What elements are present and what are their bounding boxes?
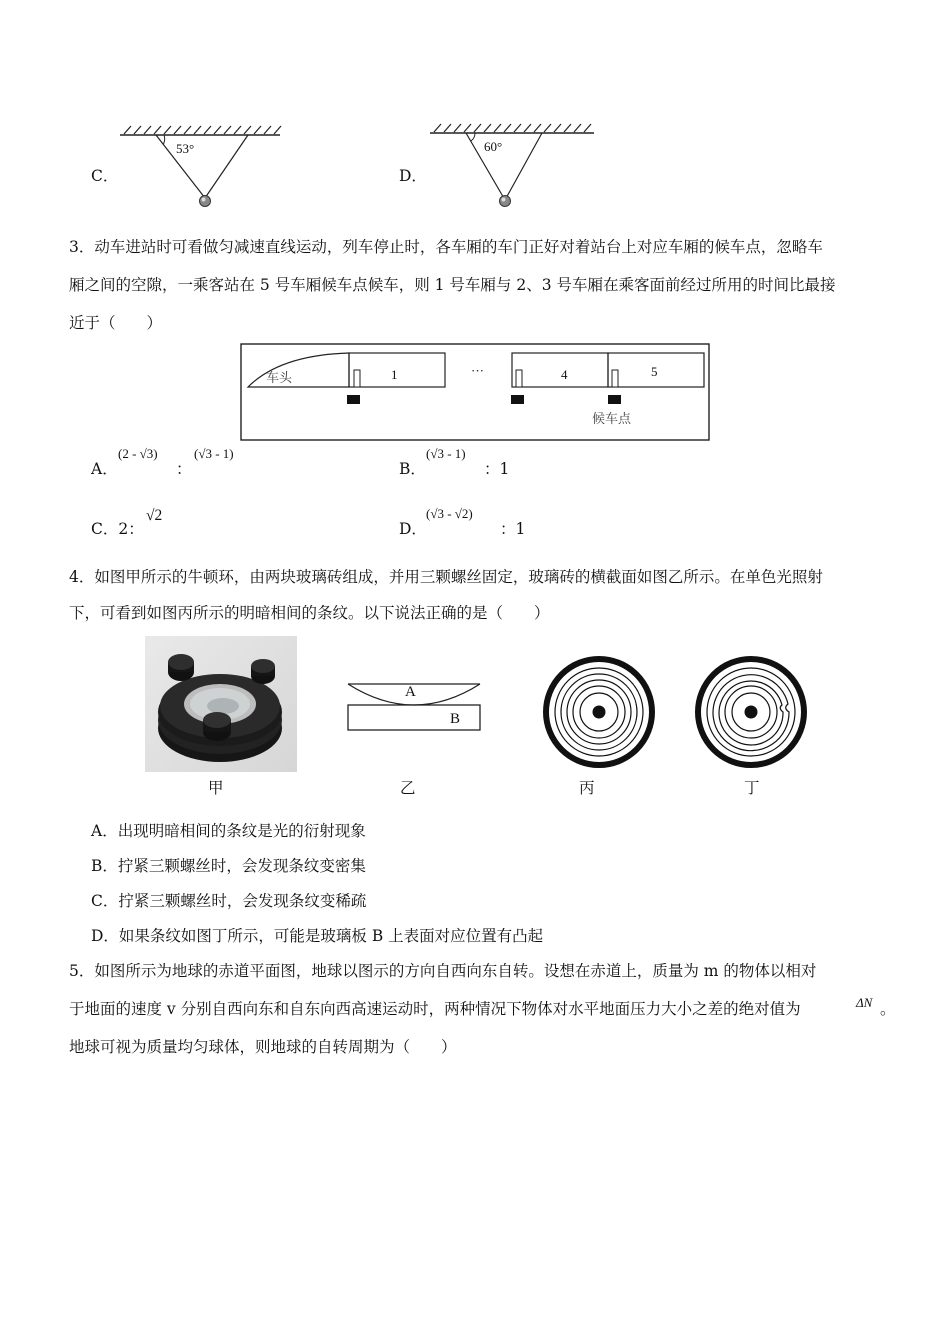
q3-option-a-colon: ： [176, 460, 192, 478]
angle-label-d: 60° [484, 139, 503, 154]
glass-cross-section [346, 678, 486, 748]
q3-option-b-tail: ：1 [484, 460, 510, 478]
q3-line-3: 近于（ ） [69, 314, 163, 332]
plate-label-b: B [450, 711, 461, 727]
q3-option-c-label: C．2： [91, 520, 144, 538]
q3-option-a-expr2: (√3 - 1) [194, 446, 234, 461]
q5-line-2: 于地面的速度 v 分别自西向东和自东向西高速运动时，两种情况下物体对水平地面压力大小之差的绝对值为 [69, 1000, 801, 1018]
car-ellipsis: ··· [471, 363, 484, 378]
q4-option-a: A．出现明暗相间的条纹是光的衍射现象 [91, 822, 366, 840]
option-d-label: D． [399, 167, 427, 185]
q4-option-b: B．拧紧三颗螺丝时，会发现条纹变密集 [91, 857, 366, 875]
pendulum-figure-c [118, 124, 288, 214]
q3-option-c-expr: √2 [146, 507, 163, 524]
q4-option-c: C．拧紧三颗螺丝时，会发现条纹变稀疏 [91, 892, 367, 910]
q3-line-1: 3．动车进站时可看做匀减速直线运动，列车停止时，各车厢的车门正好对着站台上对应车厢的候车点，忽略车 [69, 238, 823, 256]
interference-rings-distorted [695, 656, 807, 768]
option-c-label: C． [91, 167, 119, 185]
train-figure [240, 343, 710, 441]
q5-line-2-end: 。 [880, 1000, 896, 1018]
q5-line-1: 5．如图所示为地球的赤道平面图，地球以图示的方向自西向东自转。设想在赤道上，质量为 m 的物体以相对 [69, 962, 817, 980]
fig-label-ding: 丁 [744, 779, 760, 797]
q5-line-3: 地球可视为质量均匀球体，则地球的自转周期为（ ） [69, 1038, 457, 1056]
newton-ring-photo [145, 636, 297, 772]
q3-option-d-label: D． [399, 520, 427, 538]
fig-label-jia: 甲 [208, 779, 224, 797]
q3-option-b-expr: (√3 - 1) [426, 446, 466, 461]
pendulum-figure-d [428, 122, 598, 212]
q3-option-d-tail: ：1 [500, 520, 526, 538]
q3-option-b-label: B． [399, 460, 426, 478]
car-4-label: 4 [561, 367, 568, 382]
fig-label-bing: 丙 [579, 779, 595, 797]
fig-label-yi: 乙 [400, 779, 416, 797]
lens-label-a: A [405, 684, 416, 700]
train-head-label: 车头 [266, 371, 293, 386]
q3-option-a-label: A． [91, 460, 118, 478]
q4-line-1: 4．如图甲所示的牛顿环，由两块玻璃砖组成，并用三颗螺丝固定，玻璃砖的横截面如图乙所示。在单色光照射 [69, 568, 823, 586]
car-1-label: 1 [391, 367, 398, 382]
car-5-label: 5 [651, 364, 658, 379]
q4-option-d: D．如果条纹如图丁所示，可能是玻璃板 B 上表面对应位置有凸起 [91, 927, 544, 945]
q3-line-2: 厢之间的空隙，一乘客站在 5 号车厢候车点候车，则 1 号车厢与 2、3 号车厢在乘客面前经过所用的时间比最接 [69, 276, 836, 294]
angle-label-c: 53° [176, 141, 195, 156]
interference-rings-normal [543, 656, 655, 768]
q3-option-a-expr1: (2 - √3) [118, 446, 158, 461]
q5-delta-n: ΔN [856, 995, 873, 1010]
q3-option-d-expr: (√3 - √2) [426, 506, 473, 521]
stop-point-label: 候车点 [592, 412, 632, 427]
q4-line-2: 下，可看到如图丙所示的明暗相间的条纹。以下说法正确的是（ ） [69, 604, 550, 622]
